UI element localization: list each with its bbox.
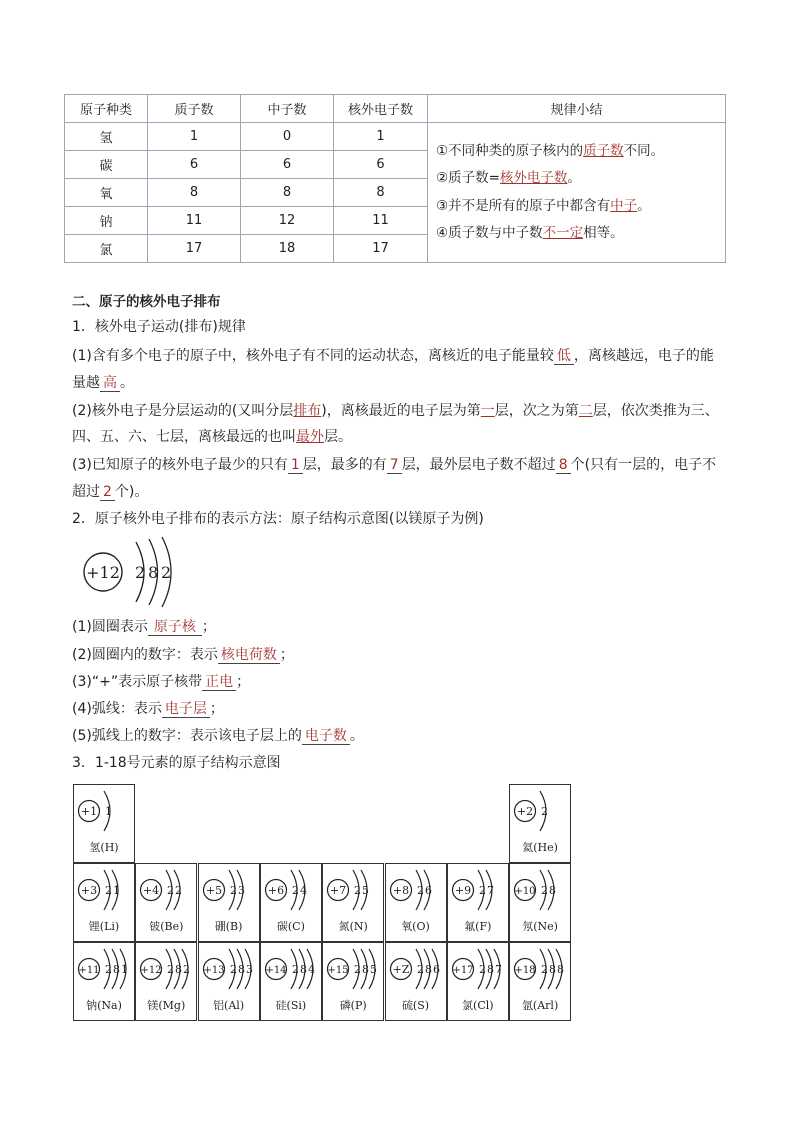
answer: 低 (554, 348, 574, 365)
text: 。 (567, 170, 581, 186)
shell-electrons: 2 (229, 884, 237, 897)
text: 个(只有一层的，电子不 (570, 457, 717, 473)
element-grid (73, 784, 571, 1024)
nucleus-charge: +10 (514, 886, 536, 897)
answer: 电子层 (162, 701, 210, 718)
element-label: 氟(F) (464, 920, 492, 933)
atom-structure-diagram (136, 943, 198, 997)
table-cell: 11 (148, 207, 241, 235)
shell-electrons: 2 (354, 884, 362, 897)
text: 个)。 (114, 484, 149, 500)
nucleus-charge: +15 (327, 965, 349, 976)
paragraph (72, 345, 714, 365)
paragraph (72, 616, 216, 636)
shell-electrons: 2 (478, 884, 486, 897)
element-label: 铍(Be) (149, 920, 184, 933)
atom-structure-diagram (510, 785, 572, 839)
nucleus-charge: +18 (514, 965, 536, 976)
shell-electrons: 2 (167, 884, 175, 897)
atom-structure-diagram (448, 943, 510, 997)
atom-structure-diagram (74, 864, 136, 918)
text: (2)核外电子是分层运动的(又叫分层 (72, 403, 294, 419)
col-header: 质子数 (148, 95, 241, 123)
summary-line (436, 220, 725, 248)
shell-electrons: 5 (362, 884, 370, 897)
text: 相等。 (583, 225, 624, 241)
paragraph (72, 400, 719, 420)
nucleus-charge: +7 (330, 884, 347, 897)
atom-structure-diagram (510, 943, 572, 997)
element-cell (322, 863, 384, 942)
shell-electrons: 1 (113, 884, 120, 897)
element-cell (198, 863, 260, 942)
atom-structure-diagram (74, 943, 136, 997)
paragraph (72, 426, 352, 446)
answer: 2 (100, 484, 115, 501)
shell-electrons: 2 (175, 884, 183, 897)
answer: 高 (100, 375, 120, 392)
table-cell: 8 (148, 179, 241, 207)
table-cell: 氢 (65, 123, 148, 151)
table-cell: 1 (334, 123, 428, 151)
nucleus-charge: +1 (80, 805, 98, 818)
summary-cell (428, 123, 726, 263)
atom-structure-diagram (74, 785, 136, 839)
element-label: 氯(Cl) (462, 999, 494, 1012)
shell-electrons: 1 (105, 805, 112, 818)
shell-electrons: 2 (105, 963, 112, 976)
element-cell (509, 784, 571, 863)
shell-electrons: 2 (291, 963, 299, 976)
table-row (65, 123, 726, 151)
element-label: 氖(Ne) (522, 920, 558, 933)
nucleus-charge: +6 (267, 884, 284, 897)
summary-line (436, 165, 725, 193)
col-header: 规律小结 (428, 95, 726, 123)
shell-electrons: 2 (416, 884, 424, 897)
nucleus-charge: +11 (78, 965, 100, 976)
nucleus-charge: +13 (203, 965, 225, 976)
shell-electrons: 4 (307, 963, 315, 976)
atom-structure-diagram (261, 943, 323, 997)
nucleus-charge: +Z (392, 963, 409, 976)
atom-structure-diagram (386, 943, 448, 997)
text: ； (209, 701, 224, 717)
table-cell: 碳 (65, 151, 148, 179)
paragraph (72, 372, 134, 392)
table-cell: 6 (334, 151, 428, 179)
paragraph (72, 481, 148, 501)
col-header: 中子数 (241, 95, 334, 123)
element-cell (73, 863, 135, 942)
nucleus-charge: +12 (86, 563, 120, 582)
text: (1)圆圈表示 (72, 619, 148, 635)
element-label: 碳(C) (276, 920, 305, 933)
answer: 正电 (202, 674, 236, 691)
element-label: 磷(P) (339, 999, 367, 1012)
text: 层。 (324, 429, 352, 445)
paragraph (72, 644, 294, 664)
table-cell: 0 (241, 123, 334, 151)
shell-electrons: 2 (416, 963, 424, 976)
nucleus-charge: +12 (140, 965, 162, 976)
element-cell (447, 942, 509, 1021)
element-cell (135, 863, 197, 942)
atom-structure-diagram (510, 864, 572, 918)
nucleus-charge: +3 (80, 884, 98, 897)
element-cell (447, 863, 509, 942)
nucleus-charge: +2 (516, 805, 534, 818)
table-cell: 12 (241, 207, 334, 235)
answer: 1 (288, 457, 303, 474)
element-label: 钠(Na) (86, 999, 122, 1012)
element-cell (260, 863, 322, 942)
element-label: 氧(O) (401, 920, 430, 933)
element-label: 铝(Al) (213, 999, 245, 1012)
text: 。 (120, 375, 134, 391)
element-label: 硫(S) (401, 999, 430, 1012)
shell-electrons: 2 (541, 884, 549, 897)
element-label: 锂(Li) (88, 920, 120, 933)
answer: 核外电子数 (499, 170, 568, 186)
table-cell: 氯 (65, 235, 148, 263)
text: 层，最外层电子数不超过 (401, 457, 556, 473)
element-label: 硼(B) (214, 920, 243, 933)
text: ； (201, 619, 216, 635)
shell-electrons: 6 (432, 963, 440, 976)
answer: 中子 (610, 197, 638, 214)
element-label: 氦(He) (522, 841, 558, 854)
answer: 不一定 (542, 225, 584, 241)
text: )，离核最近的电子层为第 (321, 403, 481, 419)
text: 。 (637, 197, 651, 214)
text: (1)含有多个电子的原子中，核外电子有不同的运动状态，离核近的电子能量较 (72, 348, 554, 364)
shell-electrons: 3 (245, 963, 253, 976)
atom-structure-diagram (199, 943, 261, 997)
element-label: 硅(Si) (275, 999, 307, 1012)
shell-electrons: 4 (299, 884, 307, 897)
table-cell: 11 (334, 207, 428, 235)
shell-electrons: 8 (424, 963, 432, 976)
text: ③并不是所有的原子中都含有 (436, 197, 611, 214)
text: 层，依次类推为三、 (592, 403, 719, 419)
table-cell: 8 (334, 179, 428, 207)
subheading: 3．1-18号元素的原子结构示意图 (72, 755, 281, 771)
element-cell (322, 942, 384, 1021)
table-header-row (65, 95, 726, 123)
nucleus-charge: +4 (143, 884, 160, 897)
text: ②质子数= (436, 170, 500, 186)
element-cell (509, 863, 571, 942)
shell-electrons: 8 (362, 963, 370, 976)
nucleus-charge: +14 (265, 965, 287, 976)
element-cell (198, 942, 260, 1021)
shell-electrons: 1 (121, 963, 128, 976)
paragraph (72, 454, 716, 474)
shell-electrons: 2 (478, 963, 486, 976)
element-cell (385, 863, 447, 942)
answer: 一 (480, 403, 495, 419)
text: (4)弧线：表示 (72, 701, 162, 717)
text: (3)已知原子的核外电子最少的只有 (72, 457, 288, 473)
text: 四、五、六、七层，离核最远的也叫 (72, 429, 296, 445)
text: 。 (349, 728, 364, 744)
element-label: 氢(H) (89, 841, 119, 854)
text: 超过 (72, 484, 100, 500)
answer: 7 (387, 457, 402, 474)
table-cell: 氧 (65, 179, 148, 207)
atom-structure-diagram (386, 864, 448, 918)
element-cell (509, 942, 571, 1021)
shell-electrons: 8 (549, 884, 557, 897)
summary-line (436, 138, 725, 166)
table-cell: 17 (148, 235, 241, 263)
shell-electrons: 6 (424, 884, 432, 897)
element-label: 镁(Mg) (147, 999, 186, 1012)
text: (5)弧线上的数字：表示该电子层上的 (72, 728, 302, 744)
atom-structure-diagram (448, 864, 510, 918)
shell-electrons: 8 (557, 963, 565, 976)
shell-electrons: 7 (486, 884, 494, 897)
element-cell (73, 942, 135, 1021)
element-cell (135, 942, 197, 1021)
summary-line (436, 193, 725, 221)
answer: 8 (556, 457, 571, 474)
answer: 质子数 (583, 142, 624, 159)
atom-structure-diagram (199, 864, 261, 918)
shell-electrons: 2 (291, 884, 299, 897)
col-header: 原子种类 (65, 95, 148, 123)
section-title: 二、原子的核外电子排布 (72, 294, 221, 310)
element-label: 氩(Arl) (521, 999, 559, 1012)
text: 量越 (72, 375, 100, 391)
table-cell: 8 (241, 179, 334, 207)
shell-electrons: 8 (237, 963, 245, 976)
table-cell: 1 (148, 123, 241, 151)
nucleus-charge: +8 (392, 884, 409, 897)
table-cell: 6 (148, 151, 241, 179)
atom-structure-diagram (323, 943, 385, 997)
subheading: 2．原子核外电子排布的表示方法：原子结构示意图(以镁原子为例) (72, 511, 484, 527)
element-label: 氮(N) (338, 920, 368, 933)
shell-electrons: 8 (299, 963, 307, 976)
shell-electrons: 2 (354, 963, 362, 976)
shell-electrons: 2 (229, 963, 237, 976)
atom-structure-diagram (136, 864, 198, 918)
element-cell (73, 784, 135, 863)
text: 不同。 (623, 142, 665, 159)
shell-electrons: 8 (486, 963, 494, 976)
answer: 最外 (296, 429, 324, 445)
shell-electrons: 2 (167, 963, 175, 976)
shell-electrons: 8 (148, 563, 159, 582)
element-cell (385, 942, 447, 1021)
subheading: 1．核外电子运动(排布)规律 (72, 319, 246, 335)
nucleus-charge: +5 (205, 884, 222, 897)
nucleus-charge: +9 (454, 884, 471, 897)
shell-electrons: 2 (105, 884, 112, 897)
shell-electrons: 2 (541, 963, 549, 976)
atom-table (64, 94, 726, 263)
table-cell: 钠 (65, 207, 148, 235)
text: 层，最多的有 (302, 457, 387, 473)
col-header: 核外电子数 (334, 95, 428, 123)
shell-electrons: 8 (549, 963, 557, 976)
answer: 原子核 (148, 619, 202, 636)
shell-electrons: 3 (237, 884, 245, 897)
table-cell: 17 (334, 235, 428, 263)
shell-electrons: 2 (135, 563, 146, 582)
answer: 核电荷数 (218, 647, 280, 664)
paragraph (72, 725, 364, 745)
table-cell: 6 (241, 151, 334, 179)
text: ①不同种类的原子核内的 (436, 142, 584, 159)
text: (2)圆圈内的数字：表示 (72, 647, 218, 663)
text: ； (279, 647, 294, 663)
paragraph (72, 698, 224, 718)
shell-electrons: 2 (541, 805, 549, 818)
text: ④质子数与中子数 (436, 225, 543, 241)
shell-electrons: 2 (161, 563, 172, 582)
element-cell (260, 942, 322, 1021)
shell-electrons: 8 (113, 963, 120, 976)
text: (3)“+”表示原子核带 (72, 674, 203, 690)
shell-electrons: 5 (370, 963, 378, 976)
shell-electrons: 2 (183, 963, 191, 976)
text: ； (236, 674, 251, 690)
atom-structure-diagram (261, 864, 323, 918)
answer: 二 (578, 403, 593, 419)
paragraph (72, 671, 250, 691)
nucleus-charge: +17 (452, 965, 474, 976)
answer: 电子数 (302, 728, 350, 745)
shell-electrons: 7 (494, 963, 502, 976)
table-cell: 18 (241, 235, 334, 263)
answer: 排布 (293, 403, 322, 419)
magnesium-atom-diagram (80, 536, 180, 608)
shell-electrons: 8 (175, 963, 183, 976)
text: ，离核越远，电子的能 (573, 348, 714, 364)
atom-structure-diagram (323, 864, 385, 918)
text: 层，次之为第 (494, 403, 579, 419)
